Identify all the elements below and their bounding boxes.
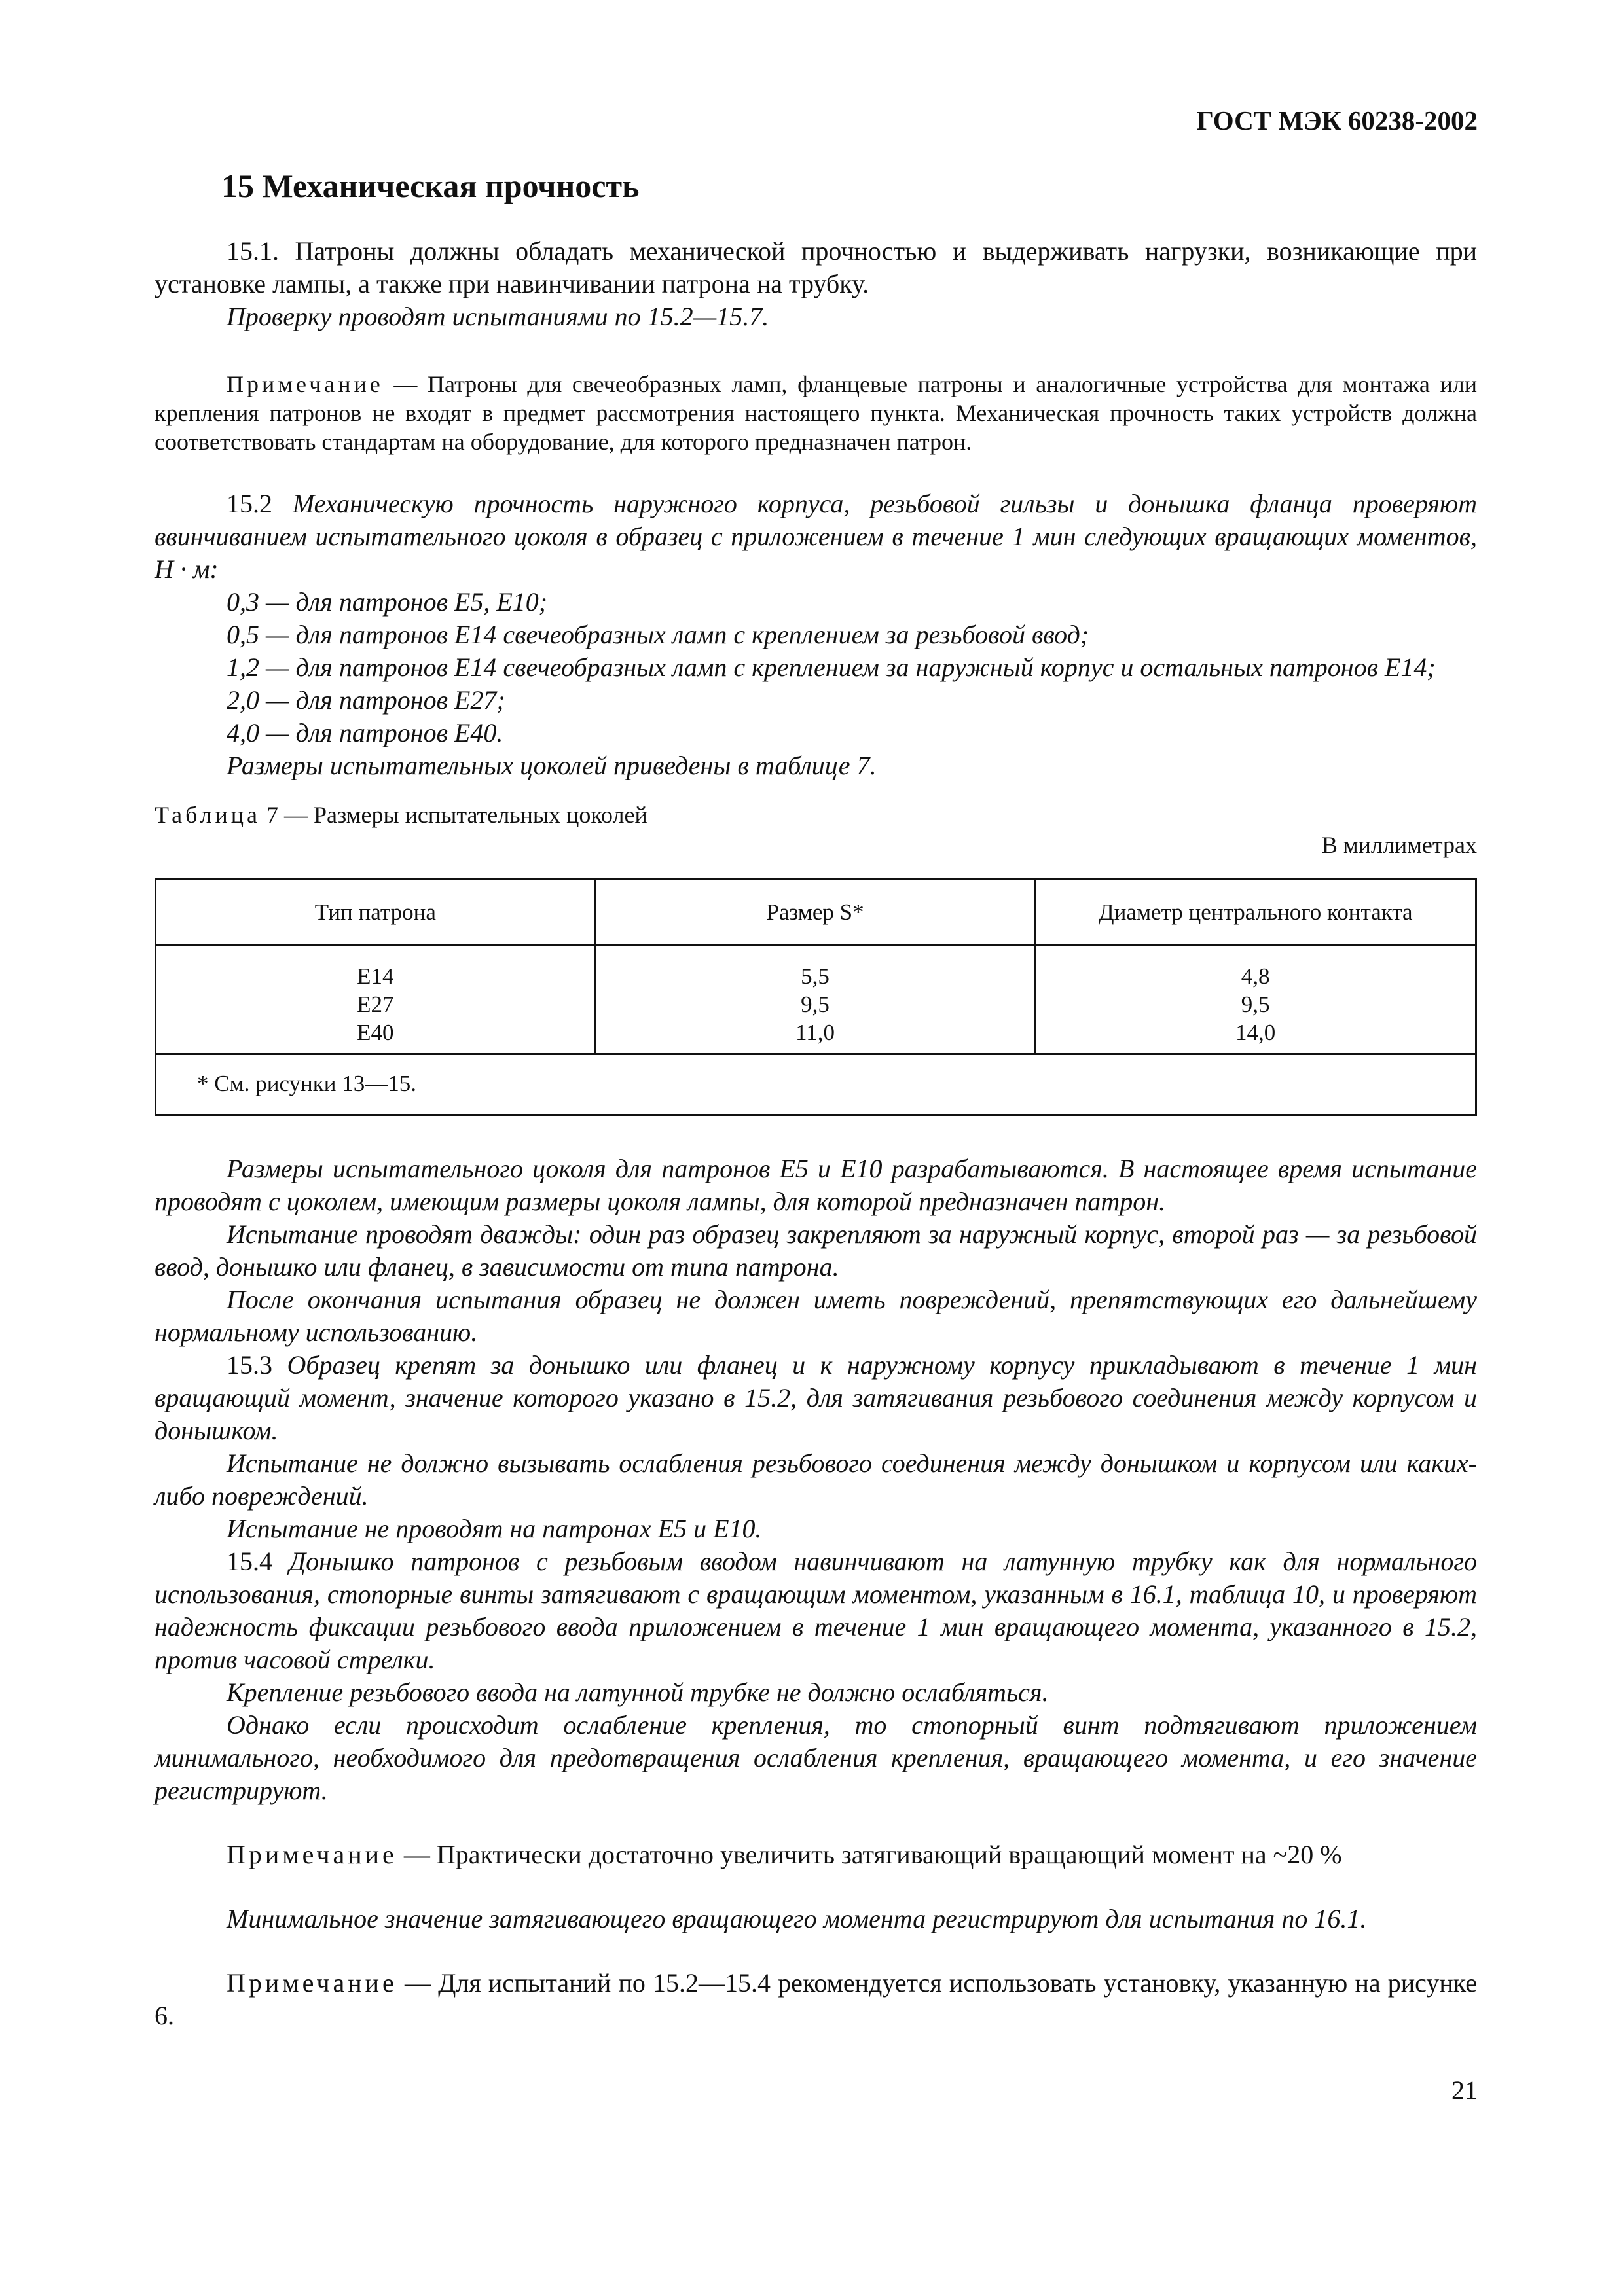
paragraph-after-table: После окончания испытания образец не должен иметь повреждений, препятствующих его дальнейшему нормальному использованию. [155,1285,1477,1347]
note-3 [155,1967,1477,2032]
clause-number: 15.2 [227,489,293,518]
torque-item: 2,0 — для патронов E27; [227,685,505,715]
paragraph-15-4-extra: Крепление резьбового ввода на латунной трубке не должно ослабляться. [227,1677,1049,1707]
note-label: Примечание [227,1968,397,1998]
torque-item: 0,3 — для патронов E5, E10; [227,587,548,617]
clause-text: Механическую прочность наружного корпуса, резьбовой гильзы и донышка фланца проверяют ввинчиванием испытательного цоколя в образец с приложением в течение 1 мин следующих вращающих моментов, Н · м: [155,489,1478,584]
column-header: Размер S* [595,879,1035,946]
paragraph-15-4 [155,1545,1477,1676]
minimum-torque-paragraph: Минимальное значение затягивающего вращающего момента регистрируют для испытания по 16.1. [227,1904,1367,1933]
clause-number: 15.4 [227,1547,289,1576]
note-text: — Практически достаточно увеличить затягивающий вращающий момент на ~20 % [397,1840,1342,1869]
paragraph-15-1-check: Проверку проводят испытаниями по 15.2—15.7. [227,302,769,331]
note-label: Примечание [227,1840,397,1869]
table-row [156,946,1476,1054]
note-text: — Для испытаний по 15.2—15.4 рекомендуется использовать установку, указанную на рисунке 6. [155,1968,1477,2030]
cell-value: 5,5 [801,963,830,989]
table-units: В миллиметрах [1321,832,1477,858]
section-title: 15 Механическая прочность [221,168,640,204]
paragraph-15-4-extra: Однако если происходит ослабление крепления, то стопорный винт подтягивают приложением минимального, необходимого для предотвращения ослабления крепления, вращающего момента, и его значение регистрируют. [155,1710,1477,1805]
clause-text: Образец крепят за донышко или фланец и к наружному корпусу прикладывают в течение 1 мин вращающий момент, значение которого указано в 15.2, для затягивания резьбового соединения между корпусом и донышком. [155,1350,1477,1445]
cell-value: E40 [357,1020,394,1045]
paragraph-after-table: Размеры испытательного цоколя для патронов E5 и E10 разрабатываются. В настоящее время испытание проводят с цоколем, имеющим размеры цоколя лампы, для которой предназначен патрон. [155,1154,1477,1216]
paragraph-15-2 [155,488,1477,586]
page-content [155,167,1477,2032]
table-header-row [156,879,1476,946]
cell-contact-diameter [1035,946,1476,1054]
cell-value: 9,5 [1241,992,1270,1017]
cell-value: 14,0 [1235,1020,1276,1045]
table-caption [155,800,1477,829]
paragraph-15-3-extra: Испытание не проводят на патронах E5 и E10. [227,1514,762,1543]
cell-value: 9,5 [801,992,830,1017]
clause-text: Донышко патронов с резьбовым вводом навинчивают на латунную трубку как для нормального использования, стопорные винты затягивают с вращающим моментом, указанным в 16.1, таблица 10, и проверяют надежность фиксации резьбового ввода приложением в течение 1 мин вращающего момента, указанного в 15.2, против часовой стрелки. [155,1547,1477,1674]
torque-item: 4,0 — для патронов E40. [227,718,503,747]
note-1 [155,370,1477,456]
cell-value: 11,0 [795,1020,835,1045]
cell-value: E14 [357,963,394,989]
table-footnote: * См. рисунки 13—15. [156,1054,1476,1115]
cell-value: E27 [357,992,394,1017]
clause-number: 15.3 [227,1350,287,1380]
paragraph-15-1: 15.1. Патроны должны обладать механической прочностью и выдерживать нагрузки, возникающие при установке лампы, а также при навинчивании патрона на трубку. [155,236,1477,298]
cell-size-s [595,946,1035,1054]
paragraph-15-3-extra: Испытание не должно вызывать ослабления резьбового соединения между донышком и корпусом или каких-либо повреждений. [155,1448,1477,1511]
note-2 [155,1839,1477,1871]
document-id-header: ГОСТ МЭК 60238-2002 [1196,105,1478,135]
column-header: Тип патрона [156,879,596,946]
note-text: — Патроны для свечеобразных ламп, фланцевые патроны и аналогичные устройства для монтажа или крепления патронов не входят в предмет рассмотрения настоящего пункта. Механическая прочность таких устройств должна соответствовать стандартам на оборудование, для которого предназначен патрон. [155,371,1477,455]
paragraph-after-table: Испытание проводят дважды: один раз образец закрепляют за наружный корпус, второй раз — за резьбовой ввод, донышко или фланец, в зависимости от типа патрона. [155,1219,1477,1282]
torque-item: 1,2 — для патронов E14 свечеобразных ламп с креплением за наружный корпус и остальных патронов E14; [227,653,1436,682]
cell-value: 4,8 [1241,963,1270,989]
table-caption-label: Таблица [155,802,261,828]
column-header: Диаметр центрального контакта [1035,879,1476,946]
paragraph-15-2-sizes: Размеры испытательных цоколей приведены в таблице 7. [227,751,877,780]
table-caption-text: 7 — Размеры испытательных цоколей [260,802,647,828]
table-footnote-row [156,1054,1476,1115]
table-7 [155,878,1477,1116]
page-number: 21 [1451,2075,1478,2105]
torque-item: 0,5 — для патронов E14 свечеобразных ламп с креплением за резьбовой ввод; [227,620,1089,649]
note-label: Примечание [227,371,384,397]
cell-base-type [156,946,596,1054]
paragraph-15-3 [155,1349,1477,1447]
